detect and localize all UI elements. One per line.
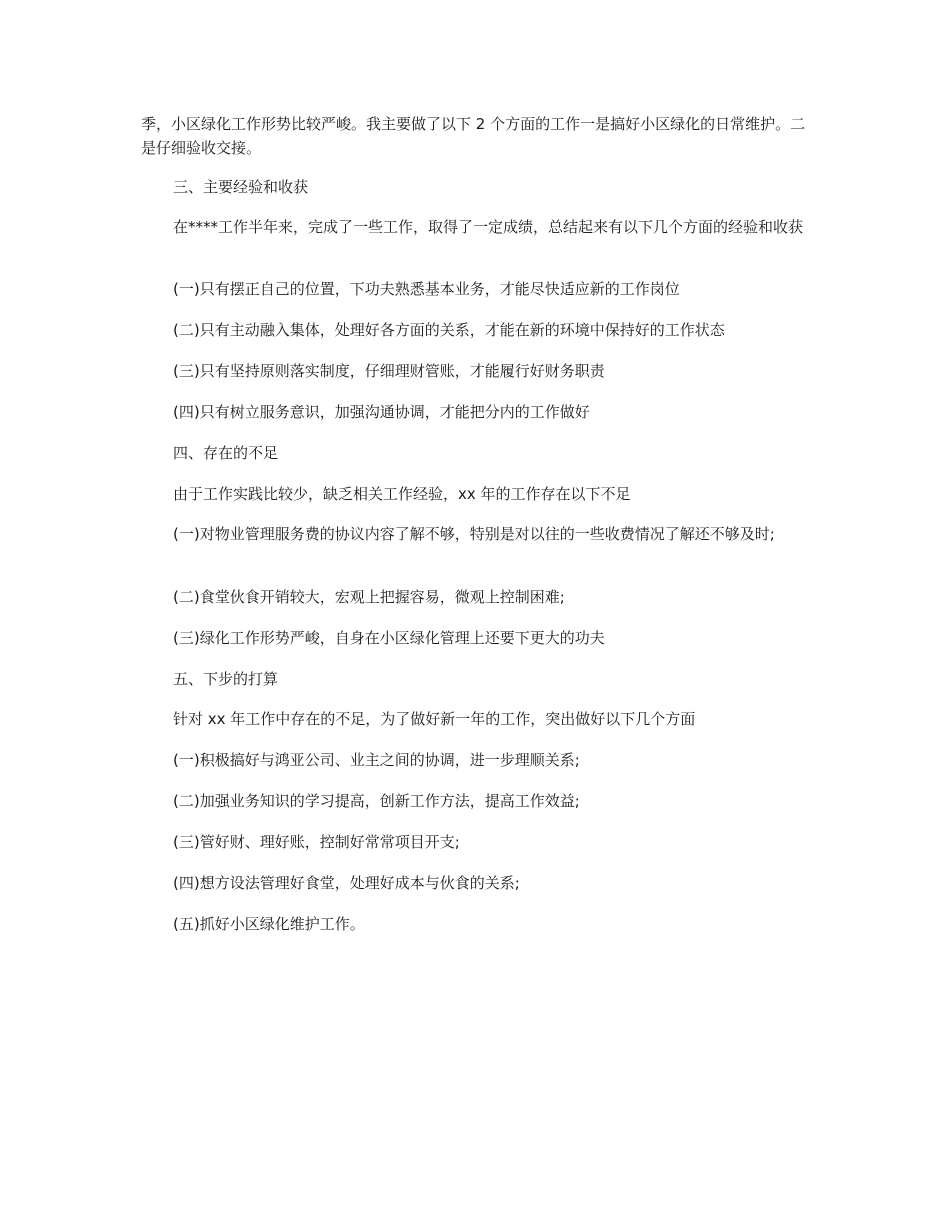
paragraph-experience-intro: 在****工作半年来，完成了一些工作，取得了一定成绩，总结起来有以下几个方面的经验和收获 [173, 218, 804, 236]
list-item-plan-4: (四)想方设法管理好食堂，处理好成本与伙食的关系; [173, 874, 520, 892]
paragraph-plans-intro: 针对 xx 年工作中存在的不足，为了做好新一年的工作，突出做好以下几个方面 [173, 710, 696, 728]
list-item-shortcoming-1: (一)对物业管理服务费的协议内容了解不够，特别是对以往的一些收费情况了解还不够及时; [173, 525, 775, 543]
list-item-experience-4: (四)只有树立服务意识，加强沟通协调，才能把分内的工作做好 [173, 403, 590, 421]
heading-next-plans: 五、下步的打算 [173, 670, 279, 688]
list-item-plan-2: (二)加强业务知识的学习提高，创新工作方法，提高工作效益; [173, 792, 580, 810]
heading-experience: 三、主要经验和收获 [173, 178, 309, 196]
list-item-plan-5: (五)抓好小区绿化维护工作。 [173, 915, 365, 933]
list-item-plan-1: (一)积极搞好与鸿亚公司、业主之间的协调，进一步理顺关系; [173, 751, 580, 769]
paragraph-shortcomings-intro: 由于工作实践比较少，缺乏相关工作经验，xx 年的工作存在以下不足 [173, 485, 631, 503]
list-item-shortcoming-2: (二)食堂伙食开销较大，宏观上把握容易，微观上控制困难; [173, 588, 565, 606]
list-item-plan-3: (三)管好财、理好账，控制好常常项目开支; [173, 833, 460, 851]
list-item-experience-1: (一)只有摆正自己的位置，下功夫熟悉基本业务，才能尽快适应新的工作岗位 [173, 280, 680, 298]
list-item-experience-3: (三)只有坚持原则落实制度，仔细理财管账，才能履行好财务职责 [173, 362, 605, 380]
paragraph-greening-work: 季，小区绿化工作形势比较严峻。我主要做了以下 2 个方面的工作一是搞好小区绿化的日常维护。二是仔细验收交接。 [141, 115, 806, 157]
heading-shortcomings: 四、存在的不足 [173, 444, 279, 462]
list-item-experience-2: (二)只有主动融入集体，处理好各方面的关系，才能在新的环境中保持好的工作状态 [173, 321, 725, 339]
list-item-shortcoming-3: (三)绿化工作形势严峻，自身在小区绿化管理上还要下更大的功夫 [173, 629, 605, 647]
